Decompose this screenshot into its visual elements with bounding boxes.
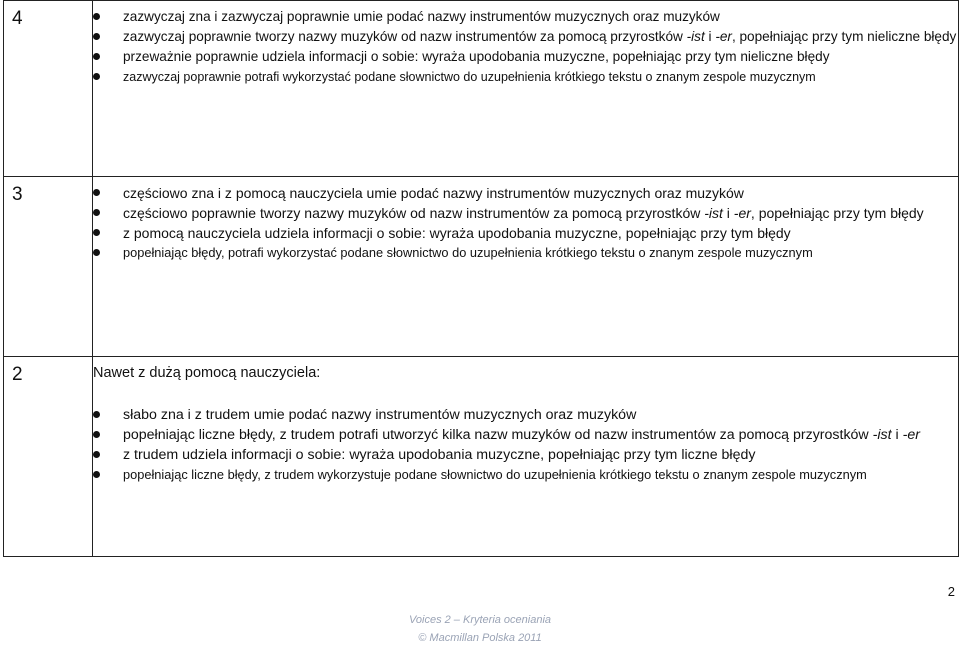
bullet-icon: [93, 249, 100, 256]
bullet-icon: [93, 431, 100, 438]
criteria-intro: Nawet z dużą pomocą nauczyciela:: [93, 365, 321, 381]
criteria-list: [93, 177, 958, 271]
criteria-list: [93, 383, 958, 511]
bullet-icon: [93, 209, 100, 216]
bullet-icon: [93, 229, 100, 236]
grade-row-2: [4, 357, 959, 557]
bullet-icon: [93, 53, 100, 60]
grading-criteria-table: [3, 0, 959, 557]
grade-number: 4: [12, 8, 23, 29]
criteria-item: częściowo zna i z pomocą nauczyciela umie podać nazwy instrumentów muzycznych oraz muzyków: [93, 183, 958, 203]
criteria-item: z trudem udziela informacji o sobie: wyraża upodobania muzyczne, popełniając przy tym liczne błędy: [93, 445, 958, 465]
criteria-item: zazwyczaj poprawnie potrafi wykorzystać podane słownictwo do uzupełnienia krótkiego tekstu o znanym zespole muzycznym: [93, 67, 958, 87]
criteria-cell: [93, 177, 959, 357]
bullet-icon: [93, 189, 100, 196]
criteria-cell: [93, 1, 959, 177]
criteria-item: z pomocą nauczyciela udziela informacji o sobie: wyraża upodobania muzyczne, popełniając przy tym błędy: [93, 223, 958, 243]
criteria-item: zazwyczaj poprawnie tworzy nazwy muzyków od nazw instrumentów za pomocą przyrostków -ist i -er, popełniając przy tym nieliczne błędy: [93, 27, 958, 47]
criteria-item: przeważnie poprawnie udziela informacji o sobie: wyraża upodobania muzyczne, popełniając przy tym nieliczne błędy: [93, 47, 958, 67]
grade-cell: [4, 177, 93, 357]
bullet-icon: [93, 73, 100, 80]
grade-cell: [4, 357, 93, 557]
grade-row-3: [4, 177, 959, 357]
footer-title: Voices 2 – Kryteria oceniania: [408, 614, 552, 626]
criteria-item: słabo zna i z trudem umie podać nazwy instrumentów muzycznych oraz muzyków: [93, 405, 958, 425]
grade-cell: [4, 1, 93, 177]
page-number: 2: [947, 584, 955, 599]
grade-number: 3: [12, 184, 23, 205]
bullet-icon: [93, 13, 100, 20]
criteria-item: popełniając liczne błędy, z trudem potrafi utworzyć kilka nazw muzyków od nazw instrumentów za pomocą przyrostków -ist i -er: [93, 425, 958, 445]
bullet-icon: [93, 471, 100, 478]
criteria-item: popełniając liczne błędy, z trudem wykorzystuje podane słownictwo do uzupełnienia krótkiego tekstu o znanym zespole muzycznym: [93, 465, 958, 485]
footer-copyright: © Macmillan Polska 2011: [418, 632, 542, 644]
criteria-list: [93, 1, 958, 103]
grade-row-4: [4, 1, 959, 177]
bullet-icon: [93, 411, 100, 418]
criteria-item: zazwyczaj zna i zazwyczaj poprawnie umie podać nazwy instrumentów muzycznych oraz muzyków: [93, 7, 958, 27]
criteria-item: popełniając błędy, potrafi wykorzystać podane słownictwo do uzupełnienia krótkiego tekstu o znanym zespole muzycznym: [93, 243, 958, 263]
bullet-icon: [93, 451, 100, 458]
criteria-item: częściowo poprawnie tworzy nazwy muzyków od nazw instrumentów za pomocą przyrostków -ist i -er, popełniając przy tym błędy: [93, 203, 958, 223]
criteria-cell: [93, 357, 959, 557]
bullet-icon: [93, 33, 100, 40]
grade-number: 2: [12, 364, 23, 385]
